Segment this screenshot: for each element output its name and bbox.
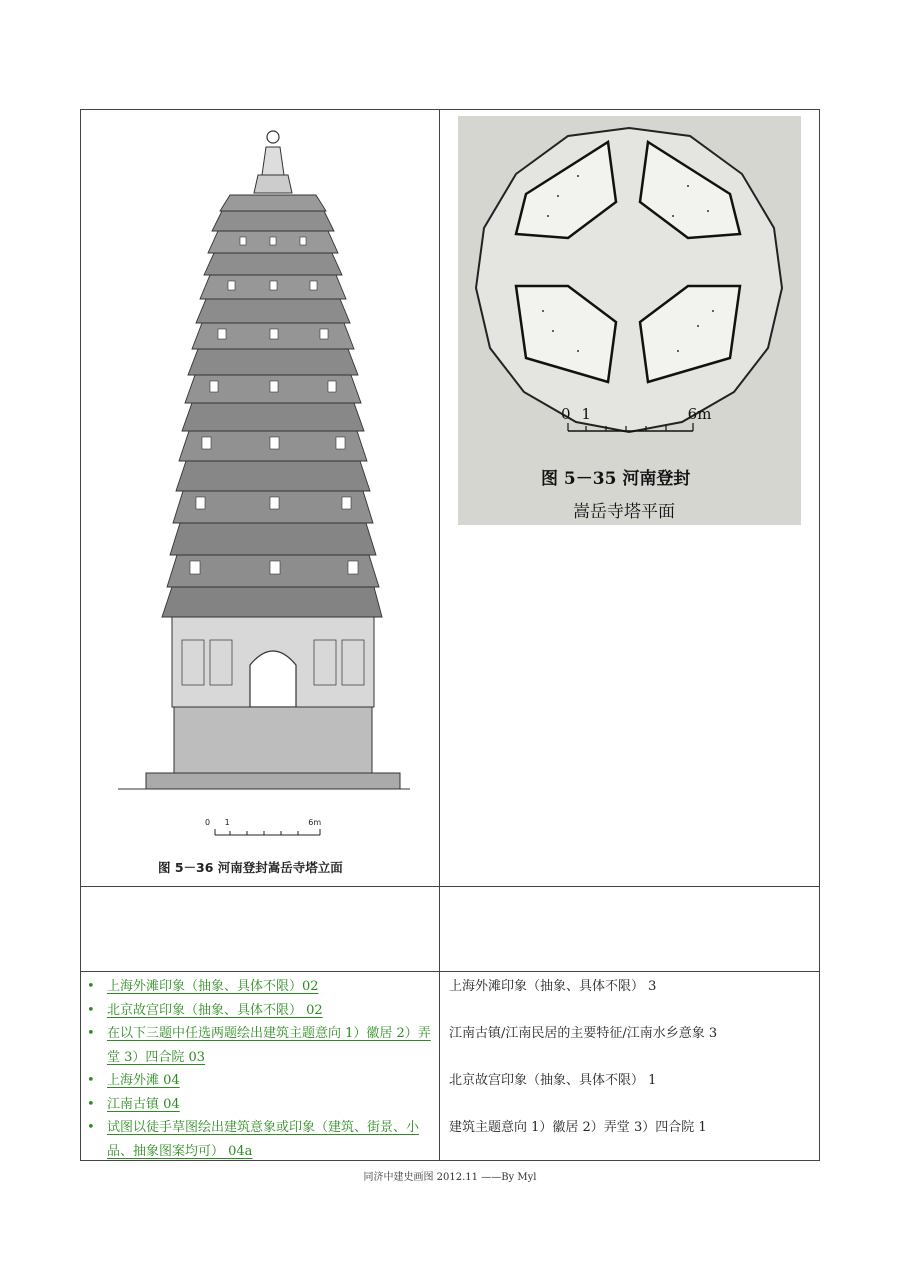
list-link[interactable]: 北京故宫印象（抽象、具体不限） 02 <box>107 1002 323 1018</box>
list-item[interactable] <box>87 1093 437 1117</box>
list-link[interactable]: 在以下三题中任选两题绘出建筑主题意向 1）徽居 2）弄堂 3）四合院 03 <box>107 1026 431 1065</box>
figure-caption-left: 图 5－36 河南登封嵩岳寺塔立面 <box>158 860 343 875</box>
list-item[interactable] <box>87 1069 437 1093</box>
row-divider-2 <box>80 971 820 972</box>
pagoda-elevation-drawing <box>110 125 410 885</box>
scale-labels-left <box>205 818 321 827</box>
column-divider <box>439 109 440 1161</box>
list-link[interactable]: 上海外滩印象（抽象、具体不限）02 <box>107 979 319 994</box>
scale-label-0: 0 <box>561 405 571 423</box>
list-link[interactable]: 江南古镇 04 <box>107 1096 180 1112</box>
count-item: 上海外滩印象（抽象、具体不限） 3 <box>449 979 657 994</box>
list-item[interactable] <box>87 999 437 1023</box>
page-footer: 同济中建史画图 2012.11 ——By Myl <box>363 1172 537 1183</box>
figure-caption-right-line1: 图 5－35 河南登封 <box>541 469 691 489</box>
scale-label-6m: 6m <box>687 405 712 423</box>
list-item[interactable] <box>87 975 437 999</box>
count-item: 北京故宫印象（抽象、具体不限） 1 <box>449 1073 657 1088</box>
list-item[interactable] <box>87 1116 437 1163</box>
row-divider-1 <box>80 886 820 887</box>
scale-label-1: 1 <box>224 818 230 827</box>
list-link[interactable]: 上海外滩 04 <box>107 1073 180 1088</box>
scale-label-6m: 6m <box>308 818 322 827</box>
count-item: 建筑主题意向 1）徽居 2）弄堂 3）四合院 1 <box>449 1120 707 1135</box>
count-item: 江南古镇/江南民居的主要特征/江南水乡意象 3 <box>449 1026 718 1041</box>
figure-caption-right-line2: 嵩岳寺塔平面 <box>573 502 675 522</box>
list-link[interactable]: 试图以徒手草图绘出建筑意象或印象（建筑、街景、小品、抽象图案均可） 04a <box>107 1120 420 1159</box>
scale-label-1: 1 <box>581 405 591 423</box>
scale-labels-right <box>561 405 711 423</box>
assignment-link-list <box>87 975 437 1163</box>
scale-label-0: 0 <box>205 818 211 827</box>
list-item[interactable] <box>87 1022 437 1069</box>
